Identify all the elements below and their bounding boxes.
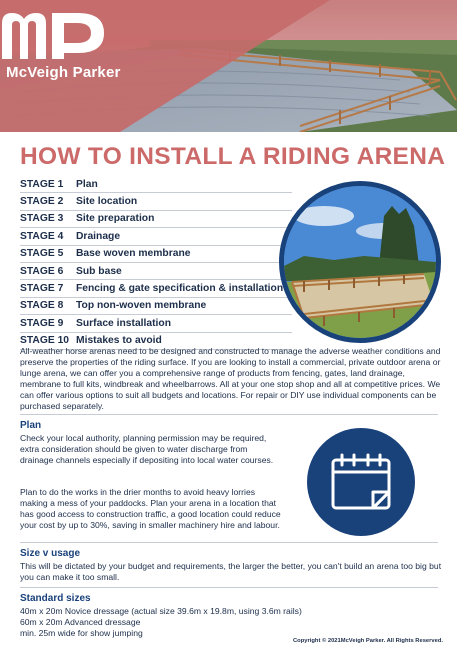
standard-size-line: 60m x 20m Advanced dressage [20, 617, 141, 627]
arena-circle-photo [279, 181, 441, 343]
stage-label: Surface installation [76, 317, 171, 329]
stage-row [20, 211, 292, 228]
stage-row [20, 263, 292, 280]
section-divider [20, 414, 438, 415]
stage-number: STAGE 2 [20, 196, 64, 208]
standard-size-line: min. 25m wide for show jumping [20, 628, 143, 638]
brand-name: McVeigh Parker [6, 64, 121, 81]
stage-number: STAGE 4 [20, 230, 64, 242]
stage-number: STAGE 10 [20, 335, 70, 347]
stage-number: STAGE 6 [20, 265, 64, 277]
section-divider [20, 587, 438, 588]
standard-size-line: 40m x 20m Novice dressage (actual size 39.6m x 19.8m, using 3.6m rails) [20, 606, 302, 616]
hero-banner [0, 0, 457, 132]
plan-paragraph-1: Check your local authority, planning permission may be required, extra consideration should be given to water discharge from drainage channels especially if depositing into local water courses. [20, 433, 274, 465]
stage-row [20, 228, 292, 245]
stage-row [20, 176, 292, 193]
size-paragraph: This will be dictated by your budget and requirements, the larger the better, you can't build an arena too big but you can make it too small. [20, 561, 442, 582]
stage-label: Site preparation [76, 213, 155, 225]
stage-label: Sub base [76, 265, 122, 277]
stage-row [20, 315, 292, 332]
mcveigh-parker-logo [0, 0, 110, 70]
stage-label: Plan [76, 178, 98, 190]
stage-label: Site location [76, 196, 138, 208]
plan-heading: Plan [20, 420, 42, 431]
stage-number: STAGE 7 [20, 283, 64, 295]
stage-label: Mistakes to avoid [76, 335, 162, 347]
notepad-icon [329, 450, 393, 514]
stage-row [20, 280, 292, 297]
stage-label: Fencing & gate specification & installation [76, 283, 284, 295]
stage-row [20, 298, 292, 315]
standard-sizes-heading: Standard sizes [20, 593, 91, 604]
plan-icon-badge [307, 428, 415, 536]
section-divider [20, 542, 438, 543]
stage-number: STAGE 9 [20, 317, 64, 329]
plan-paragraph-2: Plan to do the works in the drier months to avoid heavy lorries making a mess of your paddocks. Plan your arena in a location that has good access to construction traffic, a good location could reduce your cost by up to 30%, saving in smaller machinery hire and labour. [20, 487, 281, 530]
stage-list [20, 176, 292, 350]
intro-paragraph: All-weather horse arenas need to be designed and constructed to manage the adverse weather conditions and preserve the properties of the riding surface. If you are looking to install a commercial, private outdoor arena or lunge arena, we can offer you a comprehensive range of products from fencing, gates, land drainage, membrane to full kits, windbreak and wheelbarrows. All at your one stop shop and all at competitive prices. We can offer various options to suit all budgets and locations. For repair or DIY use individual components can be purchased separately. [20, 346, 441, 411]
stage-label: Drainage [76, 230, 121, 242]
page-title: HOW TO INSTALL A RIDING ARENA [20, 143, 446, 170]
size-heading: Size v usage [20, 548, 81, 559]
stage-number: STAGE 8 [20, 300, 64, 312]
stage-label: Base woven membrane [76, 248, 191, 260]
stage-number: STAGE 3 [20, 213, 64, 225]
stage-number: STAGE 5 [20, 248, 64, 260]
fenced-arena-photo [284, 186, 436, 338]
stage-row [20, 246, 292, 263]
copyright-notice: Copyright © 2021McVeigh Parker. All Rights Reserved. [293, 638, 443, 644]
stage-number: STAGE 1 [20, 178, 64, 190]
stage-label: Top non-woven membrane [76, 300, 207, 312]
stage-row [20, 193, 292, 210]
